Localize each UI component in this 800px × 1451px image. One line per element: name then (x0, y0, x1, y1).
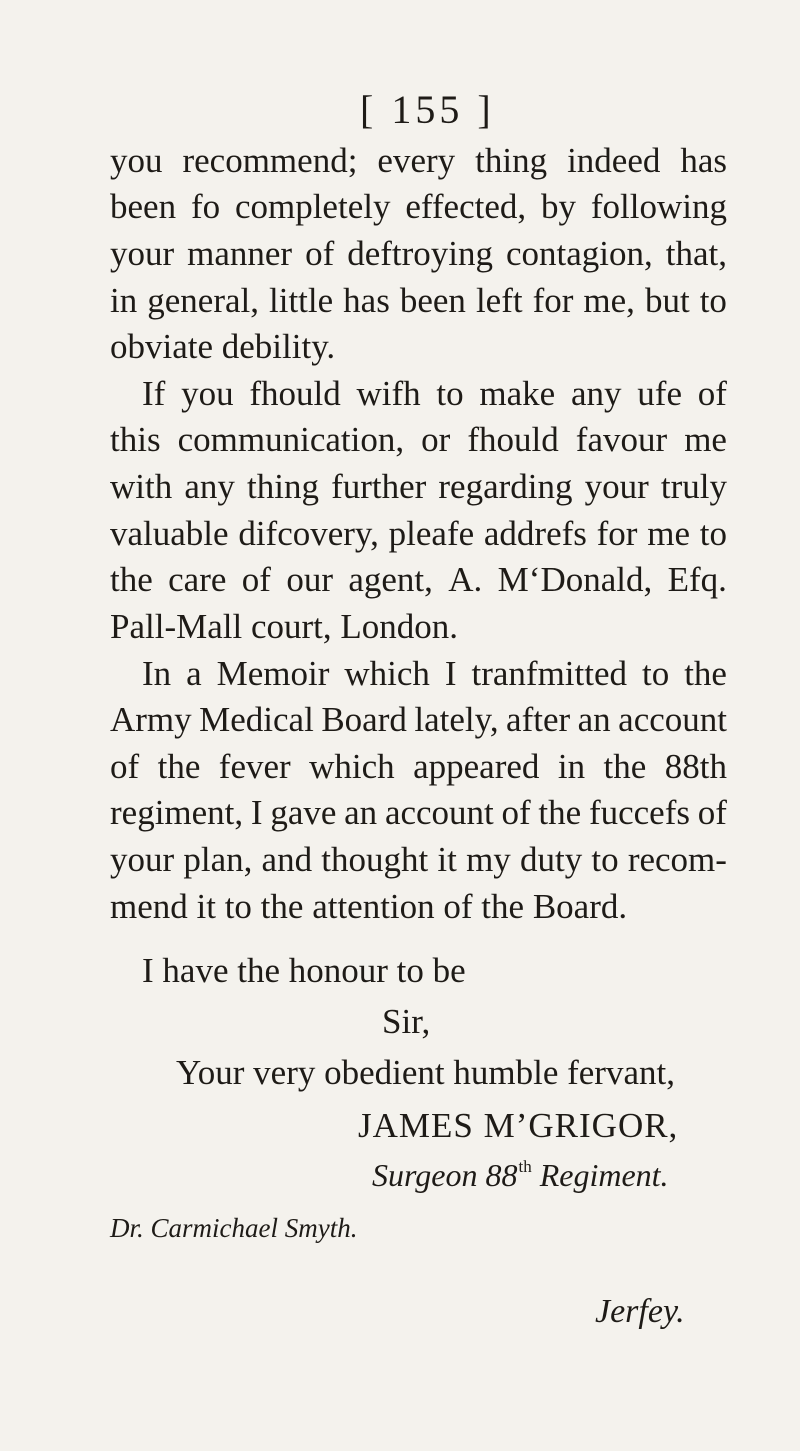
word: been (399, 281, 466, 320)
text-line (142, 656, 727, 691)
word: I (444, 654, 457, 693)
word: wifh (356, 374, 421, 413)
word: communication, (177, 420, 405, 459)
word: truly (660, 467, 727, 506)
word: has (680, 141, 727, 180)
word: with (110, 467, 173, 506)
word: this (110, 420, 161, 459)
text-line (110, 795, 727, 830)
text-line: Pall-Mall court, London. (110, 607, 459, 646)
word: for (532, 281, 574, 320)
word: you (181, 374, 234, 413)
addressee: Dr. Carmichael Smyth. (110, 1213, 358, 1243)
word: or (421, 420, 451, 459)
word: fhould (467, 420, 559, 459)
word: lately, (414, 700, 499, 739)
closing-salutation: Sir, (382, 1002, 431, 1041)
word: of (305, 234, 335, 273)
word: manner (187, 234, 293, 273)
word: to (436, 374, 464, 413)
word: to (591, 840, 619, 879)
word: me (647, 514, 690, 553)
word: every (377, 141, 456, 180)
word: it (437, 840, 457, 879)
word: M‘Donald, (497, 560, 653, 599)
text-line (110, 283, 727, 318)
word: that, (665, 234, 727, 273)
word: thing (475, 141, 548, 180)
word: gave (270, 793, 337, 832)
text-line (110, 702, 727, 737)
word: care (168, 560, 227, 599)
word: regiment, (110, 793, 244, 832)
word: our (286, 560, 333, 599)
word: me, (583, 281, 635, 320)
word: favour (575, 420, 668, 459)
word: account (384, 793, 494, 832)
word: and (261, 840, 313, 879)
word: a (186, 654, 202, 693)
word: valuable (110, 514, 229, 553)
word: duty (519, 840, 583, 879)
word: fhould (249, 374, 341, 413)
word: tranfmitted (471, 654, 628, 693)
word: indeed (567, 141, 661, 180)
word: by (540, 187, 576, 226)
text-line: mend it to the attention of the Board. (110, 887, 628, 926)
page-number: [ 155 ] (360, 87, 495, 132)
word: recom- (627, 840, 727, 879)
word: of (501, 793, 531, 832)
text-line (110, 189, 727, 224)
word: me (684, 420, 727, 459)
word: of (110, 747, 140, 786)
word: of (697, 793, 727, 832)
word: completely (234, 187, 391, 226)
word: I (250, 793, 263, 832)
word: been (110, 187, 177, 226)
text-line: obviate debility. (110, 327, 336, 366)
text-line (110, 469, 727, 504)
word: thing (247, 467, 319, 506)
word: In (142, 654, 172, 693)
word: regarding (438, 467, 573, 506)
word: difcovery, (238, 514, 379, 553)
word: addrefs (483, 514, 587, 553)
word: fuccefs (588, 793, 690, 832)
word: you (110, 141, 163, 180)
text-line (110, 236, 727, 271)
word: to (642, 654, 670, 693)
word: the (110, 560, 153, 599)
signature-title (372, 1158, 669, 1191)
word: 88th (664, 747, 727, 786)
signature-title-prefix: Surgeon 88 (372, 1157, 518, 1193)
text-line (110, 143, 727, 178)
word: of (241, 560, 271, 599)
word: left (475, 281, 523, 320)
word: any (570, 374, 622, 413)
word: make (479, 374, 556, 413)
closing-honour: I have the honour to be (142, 951, 466, 990)
word: appeared (413, 747, 540, 786)
word: recommend; (182, 141, 358, 180)
word: to (699, 281, 727, 320)
word: Board (321, 700, 407, 739)
word: general, (147, 281, 259, 320)
word: contagion, (506, 234, 653, 273)
word: which (309, 747, 395, 786)
text-line (110, 422, 727, 457)
word: the (157, 747, 201, 786)
word: effected, (405, 187, 527, 226)
word: your (110, 840, 175, 879)
word: which (344, 654, 430, 693)
word: your (110, 234, 175, 273)
word: to (699, 514, 727, 553)
text-line (110, 749, 727, 784)
word: little (269, 281, 334, 320)
word: following (590, 187, 727, 226)
signature-title-suffix: Regiment. (539, 1157, 669, 1193)
word: an (577, 700, 611, 739)
word: of (697, 374, 727, 413)
word: ufe (637, 374, 682, 413)
word: Army (110, 700, 192, 739)
word: in (557, 747, 586, 786)
word: thought (321, 840, 429, 879)
word: deftroying (347, 234, 494, 273)
word: A. (448, 560, 483, 599)
word: If (142, 374, 166, 413)
word: account (618, 700, 727, 739)
word: your (584, 467, 649, 506)
catchword: Jerfey. (595, 1293, 685, 1330)
word: fo (190, 187, 221, 226)
word: in (110, 281, 138, 320)
word: Memoir (216, 654, 330, 693)
word: for (596, 514, 638, 553)
word: my (466, 840, 511, 879)
text-line (110, 842, 727, 877)
signature-name: JAMES M’GRIGOR, (358, 1106, 679, 1145)
word: pleafe (388, 514, 475, 553)
word: the (603, 747, 647, 786)
word: the (538, 793, 582, 832)
text-line (110, 562, 727, 597)
word: Efq. (667, 560, 727, 599)
word: further (331, 467, 427, 506)
word: fever (218, 747, 291, 786)
word: plan, (183, 840, 253, 879)
word: any (184, 467, 235, 506)
text-line (110, 516, 727, 551)
word: has (343, 281, 390, 320)
word: the (684, 654, 727, 693)
signature-title-sup: th (518, 1157, 532, 1176)
word: agent, (348, 560, 433, 599)
text-line (142, 376, 727, 411)
word: Medical (199, 700, 314, 739)
word: an (344, 793, 378, 832)
closing-servant: Your very obedient humble fervant, (176, 1053, 675, 1092)
word: after (506, 700, 571, 739)
word: but (644, 281, 690, 320)
